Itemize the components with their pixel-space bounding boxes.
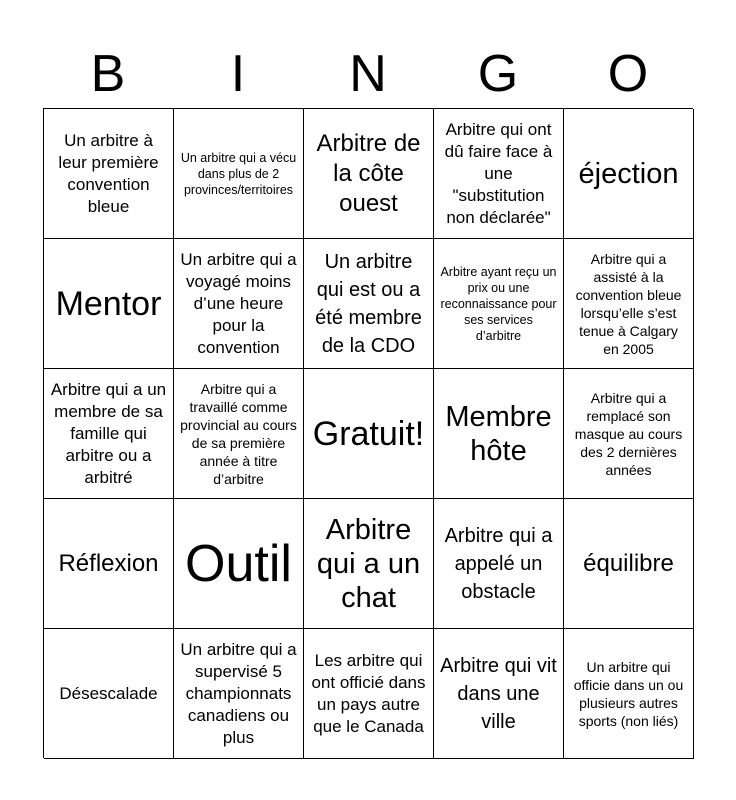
cell-text: Membre hôte bbox=[445, 400, 552, 467]
cell-text: Un arbitre qui a vécu dans plus de 2 provinces/territoires bbox=[180, 150, 297, 197]
cell-text: éjection bbox=[578, 157, 679, 190]
bingo-header bbox=[43, 40, 693, 108]
bingo-cell-r2c3 bbox=[304, 239, 434, 369]
cell-text: Outil bbox=[185, 534, 292, 593]
cell-text: Les arbitre qui ont officié dans un pays autre que le Canada bbox=[311, 650, 426, 736]
header-letter-i: I bbox=[230, 45, 246, 103]
bingo-cell-r3c4 bbox=[434, 369, 564, 499]
cell-text: Désescalade bbox=[59, 683, 158, 703]
bingo-cell-r4c1 bbox=[44, 499, 174, 629]
cell-text: Un arbitre qui a voyagé moins d’une heure pour la convention bbox=[180, 249, 297, 357]
bingo-cell-r5c4 bbox=[434, 629, 564, 759]
cell-text: Arbitre qui a travaillé comme provincial au cours de sa première année à titre d’arbitre bbox=[180, 380, 297, 487]
cell-text: Arbitre de la côte ouest bbox=[316, 129, 421, 217]
cell-text: Un arbitre qui est ou a été membre de la CDO bbox=[315, 250, 422, 357]
bingo-cell-r4c5 bbox=[564, 499, 694, 629]
cell-text: Arbitre qui a un membre de sa famille qui arbitre ou a arbitré bbox=[50, 379, 167, 487]
bingo-cell-r1c5 bbox=[564, 109, 694, 239]
bingo-cell-r1c4 bbox=[434, 109, 564, 239]
bingo-cell-r4c4 bbox=[434, 499, 564, 629]
bingo-cell-r3c5 bbox=[564, 369, 694, 499]
bingo-cell-r5c2 bbox=[174, 629, 304, 759]
bingo-cell-r1c2 bbox=[174, 109, 304, 239]
cell-text: Arbitre qui a un chat bbox=[316, 513, 421, 614]
bingo-cell-r5c3 bbox=[304, 629, 434, 759]
bingo-cell-r3c2 bbox=[174, 369, 304, 499]
bingo-cell-r4c2 bbox=[174, 499, 304, 629]
bingo-cell-r1c1 bbox=[44, 109, 174, 239]
header-letter-g: G bbox=[477, 45, 519, 103]
cell-text: Un arbitre qui officie dans un ou plusieurs autres sports (non liés) bbox=[573, 658, 684, 729]
bingo-cell-r1c3 bbox=[304, 109, 434, 239]
cell-text: équilibre bbox=[583, 549, 674, 577]
cell-text: Arbitre ayant reçu un prix ou une reconnaissance pour ses services d’arbitre bbox=[440, 264, 557, 343]
bingo-cell-r2c5 bbox=[564, 239, 694, 369]
cell-text: Arbitre qui a appelé un obstacle bbox=[444, 524, 553, 603]
bingo-cell-r5c5 bbox=[564, 629, 694, 759]
cell-text: Arbitre qui a assisté à la convention bleue lorsqu’elle s’est tenue à Calgary en 2005 bbox=[575, 250, 682, 357]
bingo-cell-r3c3 bbox=[304, 369, 434, 499]
bingo-grid bbox=[43, 108, 693, 758]
cell-text: Arbitre qui vit dans une ville bbox=[440, 654, 557, 733]
bingo-cell-r2c4 bbox=[434, 239, 564, 369]
bingo-cell-r3c1 bbox=[44, 369, 174, 499]
cell-text: Mentor bbox=[55, 284, 162, 323]
bingo-cell-r4c3 bbox=[304, 499, 434, 629]
cell-text: Arbitre qui a remplacé son masque au cours des 2 dernières années bbox=[574, 389, 683, 478]
cell-text: Gratuit! bbox=[312, 414, 425, 453]
cell-text: Arbitre qui ont dû faire face à une "substitution non déclarée" bbox=[444, 119, 553, 227]
cell-text: Un arbitre à leur première convention bleue bbox=[58, 130, 159, 216]
header-letter-b: B bbox=[90, 45, 126, 103]
bingo-cell-r2c1 bbox=[44, 239, 174, 369]
header-letter-n: N bbox=[349, 45, 387, 103]
header-letter-o: O bbox=[607, 45, 649, 103]
cell-text: Un arbitre qui a supervisé 5 championnats canadiens ou plus bbox=[180, 639, 297, 747]
bingo-cell-r5c1 bbox=[44, 629, 174, 759]
cell-text: Réflexion bbox=[58, 549, 159, 577]
bingo-cell-r2c2 bbox=[174, 239, 304, 369]
